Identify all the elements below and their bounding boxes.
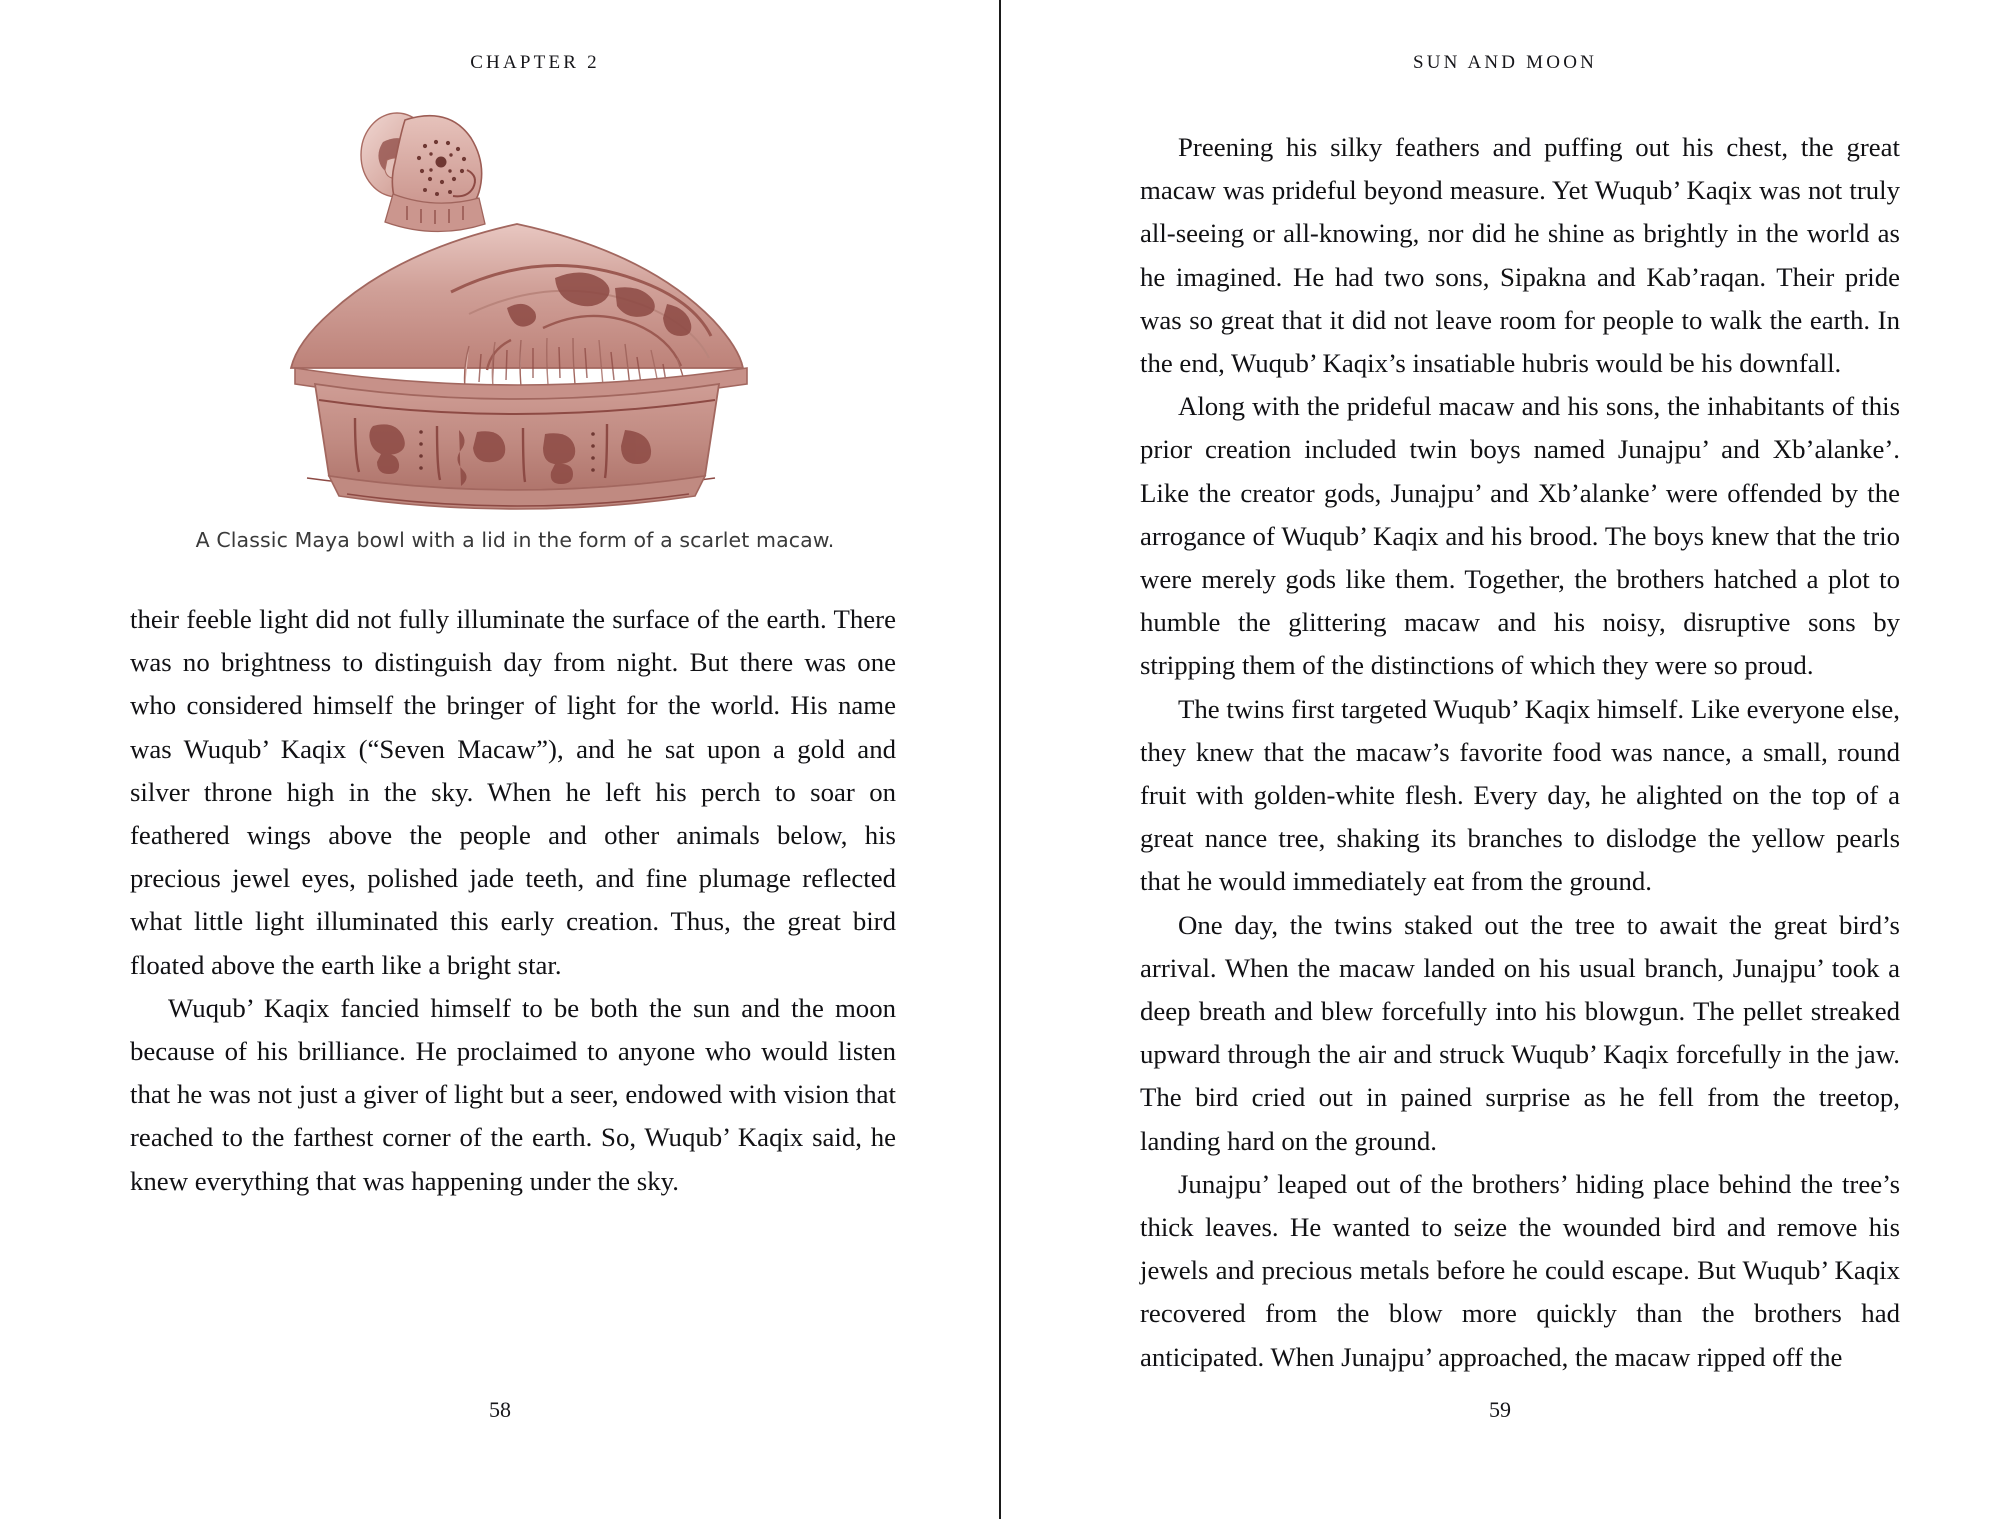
bowl-body [307,384,719,509]
left-page-body [130,598,896,1203]
bowl-lid [291,224,747,401]
figure-maya-macaw-bowl [130,74,900,552]
paragraph: Wuqub’ Kaqix fancied himself to be both the sun and the moon because of his brilliance. He proclaimed to anyone who would listen that he was not just a giver of light but a seer, endowed with vision that reached to the farthest corner of the earth. So, Wuqub’ Kaqix said, he knew everything that was happening under the sky. [130,992,896,1196]
paragraph: Preening his silky feathers and puffing out his chest, the great macaw was prideful beyond measure. Yet Wuqub’ Kaqix was not truly all-seeing or all-knowing, nor did he shine as brightly in the world as he imagined. He had two sons, Sipakna and Kab’raqan. Their pride was so great that it did not leave room for people to walk the earth. In the end, Wuqub’ Kaqix’s insatiable hubris would be his downfall. [1140,132,1900,379]
right-page-body [1140,126,1900,1379]
maya-macaw-bowl-illustration [255,82,775,512]
paragraph: Junajpu’ leaped out of the brothers’ hiding place behind the tree’s thick leaves. He wanted to seize the wounded bird and remove his jewels and precious metals before he could escape. But Wuqub’ Kaqix recovered from the blow more quickly than the brothers had anticipated. When Junajpu’ approached, the macaw ripped off the [1140,1168,1900,1372]
right-page [1000,0,2000,1519]
page-number-left: 58 [489,1397,511,1422]
running-head-title: SUN AND MOON [1412,52,1598,73]
macaw-head-finial [361,113,485,232]
running-head-chapter: CHAPTER 2 [470,52,600,73]
paragraph: Along with the prideful macaw and his sons, the inhabitants of this prior creation included twin boys named Junajpu’ and Xb’alanke’. Like the creator gods, Junajpu’ and Xb’alanke’ were offended by the arrogance of Wuqub’ Kaqix and his brood. The boys knew that the trio were merely gods like them. Together, the brothers hatched a plot to humble the glittering macaw and his noisy, disruptive sons by stripping them of the distinctions of which they were so proud. [1140,391,1900,681]
figure-caption: A Classic Maya bowl with a lid in the form of a scarlet macaw. [195,528,835,552]
paragraph: The twins first targeted Wuqub’ Kaqix himself. Like everyone else, they knew that the macaw’s favorite food was nance, a small, round fruit with golden-white flesh. Every day, he alighted on the top of a great nance tree, shaking its branches to dislodge the yellow pearls that he would immediately eat from the ground. [1140,693,1900,897]
paragraph: One day, the twins staked out the tree to await the great bird’s arrival. When the macaw landed on his usual branch, Junajpu’ took a deep breath and blew forcefully into his blowgun. The pellet streaked upward through the air and struck Wuqub’ Kaqix forcefully in the jaw. The bird cried out in pained surprise as he fell from the treetop, landing hard on the ground. [1140,909,1900,1156]
page-number-right: 59 [1489,1397,1511,1422]
paragraph: their feeble light did not fully illuminate the surface of the earth. There was no brightness to distinguish day from night. But there was one who considered himself the bringer of light for the world. His name was Wuqub’ Kaqix (“Seven Macaw”), and he sat upon a gold and silver throne high in the sky. When he left his perch to soar on feathered wings above the people and other animals below, his precious jewel eyes, polished jade teeth, and fine plumage reflected what little light illuminated this early creation. Thus, the great bird floated above the earth like a bright star. [130,604,896,980]
